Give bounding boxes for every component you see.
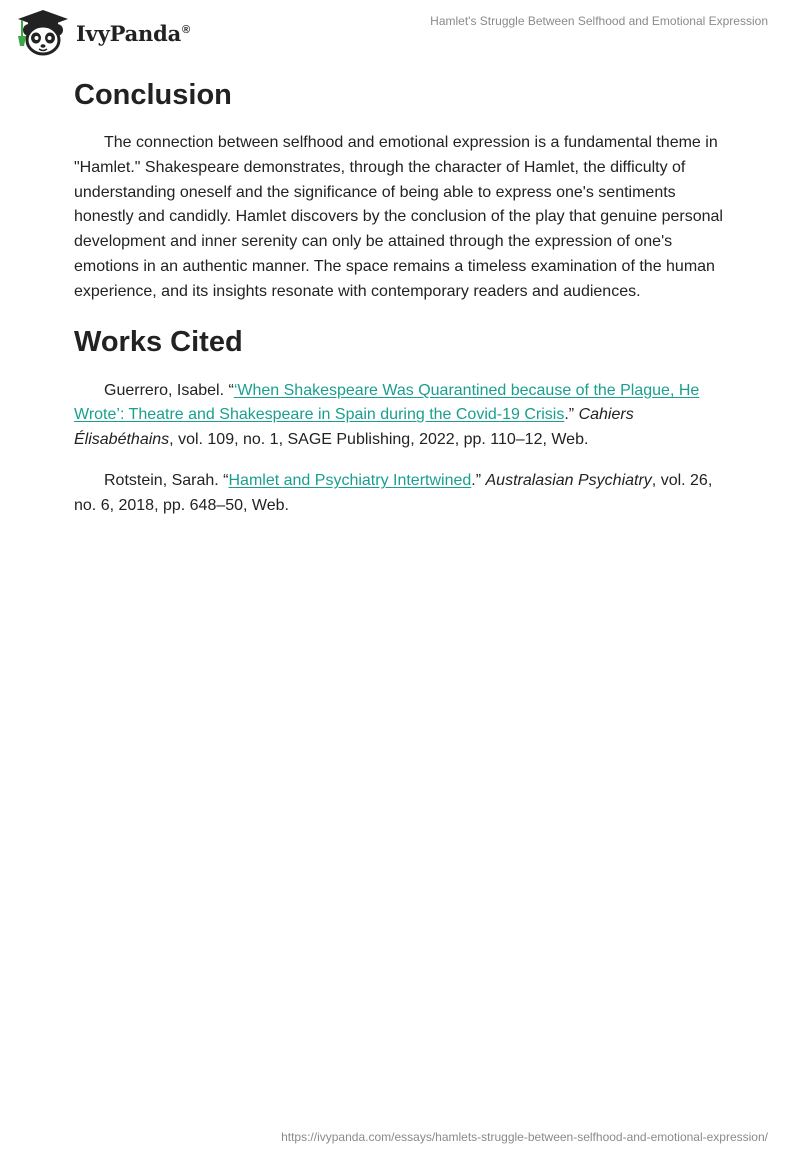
citation-link[interactable]: Hamlet and Psychiatry Intertwined [228, 471, 472, 489]
works-cited-heading: Works Cited [74, 325, 243, 358]
citation-entry [74, 469, 724, 519]
citation-details: , vol. 26, no. 6, 2018, pp. 648–50, Web. [74, 471, 713, 514]
page-url-footer: https://ivypanda.com/essays/hamlets-struggle-between-selfhood-and-emotional-expression/ [281, 1130, 768, 1144]
citation-author: Rotstein, Sarah. “ [104, 471, 229, 489]
citation-entry [74, 379, 724, 453]
panda-graduate-icon [14, 8, 72, 56]
conclusion-paragraph: The connection between selfhood and emotional expression is a fundamental theme in "Hamlet." Shakespeare demonstrates, through the character of Hamlet, the difficulty of understanding oneself and the significance of being able to express one's sentiments honestly and candidly. Hamlet discovers by the conclusion of the play that genuine personal development and inner serenity can only be attained through the expression of one's emotions in an authentic manner. The space remains a timeless examination of the human experience, and its insights resonate with contemporary readers and audiences. [74, 134, 723, 300]
citation-after-link: .” [564, 406, 579, 424]
citation-author: Guerrero, Isabel. “ [104, 381, 234, 399]
logo-text: IvyPanda® [76, 20, 190, 46]
citation-details: , vol. 109, no. 1, SAGE Publishing, 2022, pp. 110–12, Web. [169, 431, 589, 449]
ivypanda-logo[interactable] [14, 8, 190, 56]
citation-journal: Australasian Psychiatry [485, 471, 652, 489]
registered-mark: ® [182, 23, 190, 36]
running-title: Hamlet's Struggle Between Selfhood and Emotional Expression [430, 14, 768, 28]
citation-journal: Cahiers Élisabéthains [74, 406, 634, 449]
citation-link[interactable]: ‘When Shakespeare Was Quarantined because of the Plague, He Wrote’: Theatre and Shakespeare in Spain during the Covid-19 Crisis [74, 381, 700, 424]
page-header [0, 0, 800, 62]
citation-after-link: .” [471, 471, 486, 489]
conclusion-heading: Conclusion [74, 79, 232, 111]
document-content [74, 70, 724, 519]
